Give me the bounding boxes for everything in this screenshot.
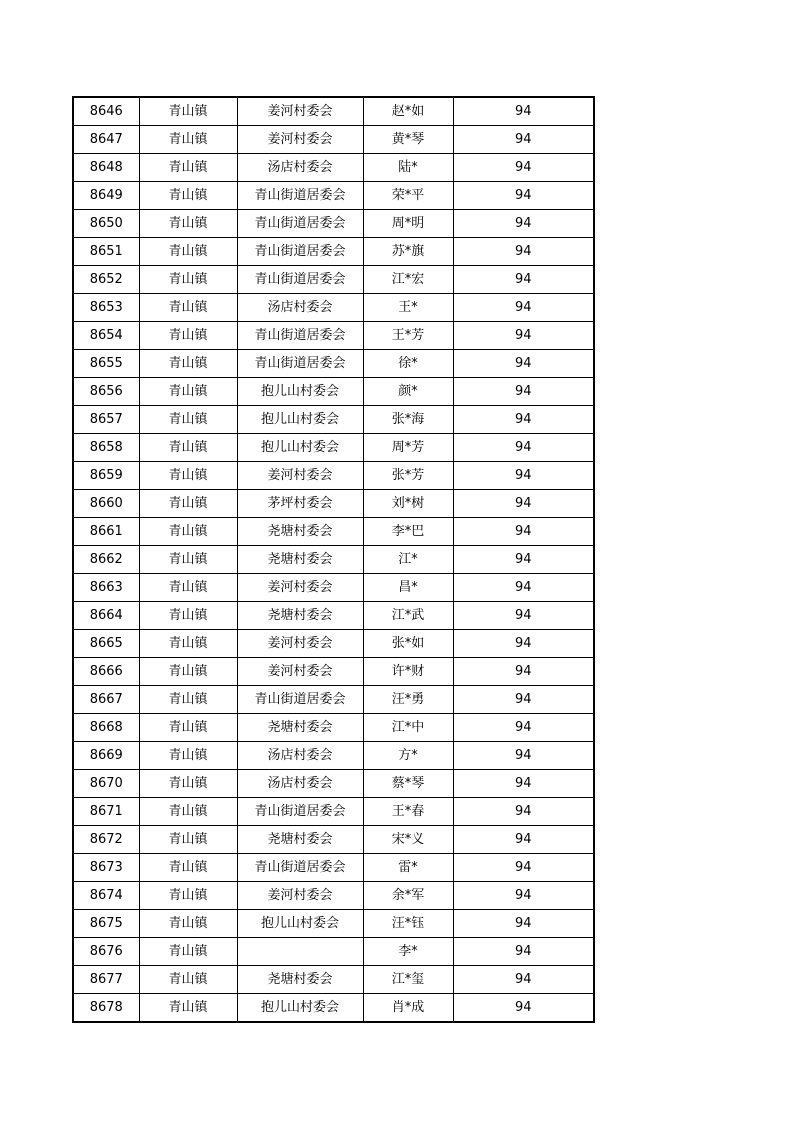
- name-cell: 江*玺: [363, 966, 453, 994]
- town-cell: 青山镇: [139, 406, 237, 434]
- village-cell: 姜河村委会: [237, 882, 363, 910]
- name-cell: 张*海: [363, 406, 453, 434]
- score-cell: 94: [453, 350, 594, 378]
- score-cell: 94: [453, 462, 594, 490]
- score-cell: 94: [453, 238, 594, 266]
- name-cell: 李*巴: [363, 518, 453, 546]
- town-cell: 青山镇: [139, 97, 237, 126]
- table-row: [73, 798, 594, 826]
- town-cell: 青山镇: [139, 910, 237, 938]
- table-row: [73, 966, 594, 994]
- town-cell: 青山镇: [139, 294, 237, 322]
- row-id-cell: 8661: [73, 518, 139, 546]
- town-cell: 青山镇: [139, 574, 237, 602]
- score-cell: 94: [453, 210, 594, 238]
- town-cell: 青山镇: [139, 658, 237, 686]
- town-cell: 青山镇: [139, 126, 237, 154]
- row-id-cell: 8664: [73, 602, 139, 630]
- town-cell: 青山镇: [139, 686, 237, 714]
- village-cell: 尧塘村委会: [237, 518, 363, 546]
- name-cell: 王*春: [363, 798, 453, 826]
- table-row: [73, 546, 594, 574]
- score-cell: 94: [453, 434, 594, 462]
- town-cell: 青山镇: [139, 154, 237, 182]
- score-cell: 94: [453, 294, 594, 322]
- row-id-cell: 8649: [73, 182, 139, 210]
- name-cell: 雷*: [363, 854, 453, 882]
- village-cell: 抱儿山村委会: [237, 406, 363, 434]
- row-id-cell: 8659: [73, 462, 139, 490]
- name-cell: 苏*旗: [363, 238, 453, 266]
- name-cell: 徐*: [363, 350, 453, 378]
- row-id-cell: 8666: [73, 658, 139, 686]
- village-cell: 青山街道居委会: [237, 182, 363, 210]
- name-cell: 陆*: [363, 154, 453, 182]
- table-row: [73, 630, 594, 658]
- village-cell: 青山街道居委会: [237, 266, 363, 294]
- name-cell: 张*如: [363, 630, 453, 658]
- score-cell: 94: [453, 686, 594, 714]
- table-row: [73, 294, 594, 322]
- table-row: [73, 882, 594, 910]
- score-cell: 94: [453, 126, 594, 154]
- name-cell: 江*: [363, 546, 453, 574]
- table-row: [73, 322, 594, 350]
- name-cell: 余*军: [363, 882, 453, 910]
- score-cell: 94: [453, 546, 594, 574]
- town-cell: 青山镇: [139, 238, 237, 266]
- town-cell: 青山镇: [139, 854, 237, 882]
- name-cell: 周*明: [363, 210, 453, 238]
- name-cell: 荣*平: [363, 182, 453, 210]
- town-cell: 青山镇: [139, 994, 237, 1023]
- row-id-cell: 8669: [73, 742, 139, 770]
- table-row: [73, 826, 594, 854]
- village-cell: 姜河村委会: [237, 97, 363, 126]
- town-cell: 青山镇: [139, 546, 237, 574]
- table-row: [73, 910, 594, 938]
- village-cell: 茅坪村委会: [237, 490, 363, 518]
- village-cell: 汤店村委会: [237, 742, 363, 770]
- town-cell: 青山镇: [139, 378, 237, 406]
- village-cell: 姜河村委会: [237, 630, 363, 658]
- score-cell: 94: [453, 154, 594, 182]
- village-cell: 青山街道居委会: [237, 322, 363, 350]
- score-cell: 94: [453, 910, 594, 938]
- village-cell: 青山街道居委会: [237, 350, 363, 378]
- records-table: [72, 96, 595, 1023]
- row-id-cell: 8677: [73, 966, 139, 994]
- row-id-cell: 8671: [73, 798, 139, 826]
- row-id-cell: 8658: [73, 434, 139, 462]
- village-cell: 姜河村委会: [237, 574, 363, 602]
- village-cell: 尧塘村委会: [237, 826, 363, 854]
- table-row: [73, 658, 594, 686]
- village-cell: 青山街道居委会: [237, 798, 363, 826]
- score-cell: 94: [453, 798, 594, 826]
- table-row: [73, 574, 594, 602]
- row-id-cell: 8646: [73, 97, 139, 126]
- row-id-cell: 8660: [73, 490, 139, 518]
- town-cell: 青山镇: [139, 882, 237, 910]
- name-cell: 汪*钰: [363, 910, 453, 938]
- table-row: [73, 154, 594, 182]
- row-id-cell: 8647: [73, 126, 139, 154]
- village-cell: 姜河村委会: [237, 658, 363, 686]
- score-cell: 94: [453, 882, 594, 910]
- score-cell: 94: [453, 770, 594, 798]
- village-cell: 抱儿山村委会: [237, 910, 363, 938]
- table-row: [73, 266, 594, 294]
- table-row: [73, 97, 594, 126]
- village-cell: 青山街道居委会: [237, 210, 363, 238]
- row-id-cell: 8668: [73, 714, 139, 742]
- village-cell: 青山街道居委会: [237, 238, 363, 266]
- village-cell: 青山街道居委会: [237, 686, 363, 714]
- town-cell: 青山镇: [139, 714, 237, 742]
- table-row: [73, 406, 594, 434]
- score-cell: 94: [453, 182, 594, 210]
- score-cell: 94: [453, 574, 594, 602]
- row-id-cell: 8673: [73, 854, 139, 882]
- score-cell: 94: [453, 826, 594, 854]
- village-cell: 姜河村委会: [237, 462, 363, 490]
- name-cell: 许*财: [363, 658, 453, 686]
- name-cell: 李*: [363, 938, 453, 966]
- row-id-cell: 8654: [73, 322, 139, 350]
- table-row: [73, 238, 594, 266]
- row-id-cell: 8675: [73, 910, 139, 938]
- score-cell: 94: [453, 322, 594, 350]
- score-cell: 94: [453, 406, 594, 434]
- row-id-cell: 8676: [73, 938, 139, 966]
- name-cell: 黄*琴: [363, 126, 453, 154]
- name-cell: 刘*树: [363, 490, 453, 518]
- town-cell: 青山镇: [139, 826, 237, 854]
- name-cell: 江*武: [363, 602, 453, 630]
- score-cell: 94: [453, 854, 594, 882]
- name-cell: 汪*勇: [363, 686, 453, 714]
- village-cell: 汤店村委会: [237, 770, 363, 798]
- score-cell: 94: [453, 602, 594, 630]
- row-id-cell: 8667: [73, 686, 139, 714]
- name-cell: 肖*成: [363, 994, 453, 1023]
- name-cell: 周*芳: [363, 434, 453, 462]
- town-cell: 青山镇: [139, 798, 237, 826]
- table-row: [73, 938, 594, 966]
- row-id-cell: 8674: [73, 882, 139, 910]
- score-cell: 94: [453, 658, 594, 686]
- score-cell: 94: [453, 490, 594, 518]
- score-cell: 94: [453, 994, 594, 1023]
- row-id-cell: 8653: [73, 294, 139, 322]
- row-id-cell: 8663: [73, 574, 139, 602]
- table-row: [73, 714, 594, 742]
- village-cell: 尧塘村委会: [237, 546, 363, 574]
- town-cell: 青山镇: [139, 434, 237, 462]
- score-cell: 94: [453, 630, 594, 658]
- town-cell: 青山镇: [139, 266, 237, 294]
- table-row: [73, 434, 594, 462]
- table-row: [73, 490, 594, 518]
- table-row: [73, 350, 594, 378]
- town-cell: 青山镇: [139, 742, 237, 770]
- name-cell: 江*宏: [363, 266, 453, 294]
- name-cell: 王*: [363, 294, 453, 322]
- table-row: [73, 210, 594, 238]
- table-row: [73, 126, 594, 154]
- village-cell: 尧塘村委会: [237, 966, 363, 994]
- village-cell: 尧塘村委会: [237, 714, 363, 742]
- town-cell: 青山镇: [139, 938, 237, 966]
- row-id-cell: 8665: [73, 630, 139, 658]
- records-table-body: [73, 97, 594, 1022]
- village-cell: 汤店村委会: [237, 154, 363, 182]
- score-cell: 94: [453, 714, 594, 742]
- name-cell: 王*芳: [363, 322, 453, 350]
- village-cell: [237, 938, 363, 966]
- town-cell: 青山镇: [139, 462, 237, 490]
- village-cell: 抱儿山村委会: [237, 378, 363, 406]
- table-row: [73, 602, 594, 630]
- village-cell: 汤店村委会: [237, 294, 363, 322]
- table-row: [73, 686, 594, 714]
- name-cell: 昌*: [363, 574, 453, 602]
- name-cell: 蔡*琴: [363, 770, 453, 798]
- table-row: [73, 854, 594, 882]
- name-cell: 江*中: [363, 714, 453, 742]
- table-row: [73, 742, 594, 770]
- name-cell: 张*芳: [363, 462, 453, 490]
- table-row: [73, 518, 594, 546]
- row-id-cell: 8652: [73, 266, 139, 294]
- score-cell: 94: [453, 97, 594, 126]
- row-id-cell: 8670: [73, 770, 139, 798]
- village-cell: 抱儿山村委会: [237, 434, 363, 462]
- score-cell: 94: [453, 266, 594, 294]
- score-cell: 94: [453, 518, 594, 546]
- row-id-cell: 8678: [73, 994, 139, 1023]
- score-cell: 94: [453, 938, 594, 966]
- village-cell: 抱儿山村委会: [237, 994, 363, 1023]
- town-cell: 青山镇: [139, 602, 237, 630]
- score-cell: 94: [453, 378, 594, 406]
- row-id-cell: 8672: [73, 826, 139, 854]
- table-row: [73, 182, 594, 210]
- town-cell: 青山镇: [139, 350, 237, 378]
- town-cell: 青山镇: [139, 966, 237, 994]
- name-cell: 赵*如: [363, 97, 453, 126]
- row-id-cell: 8648: [73, 154, 139, 182]
- table-row: [73, 462, 594, 490]
- town-cell: 青山镇: [139, 322, 237, 350]
- table-row: [73, 994, 594, 1023]
- table-row: [73, 770, 594, 798]
- town-cell: 青山镇: [139, 518, 237, 546]
- score-cell: 94: [453, 742, 594, 770]
- town-cell: 青山镇: [139, 182, 237, 210]
- village-cell: 尧塘村委会: [237, 602, 363, 630]
- village-cell: 青山街道居委会: [237, 854, 363, 882]
- village-cell: 姜河村委会: [237, 126, 363, 154]
- row-id-cell: 8657: [73, 406, 139, 434]
- name-cell: 宋*义: [363, 826, 453, 854]
- town-cell: 青山镇: [139, 210, 237, 238]
- town-cell: 青山镇: [139, 630, 237, 658]
- row-id-cell: 8651: [73, 238, 139, 266]
- row-id-cell: 8650: [73, 210, 139, 238]
- table-row: [73, 378, 594, 406]
- row-id-cell: 8656: [73, 378, 139, 406]
- name-cell: 颜*: [363, 378, 453, 406]
- score-cell: 94: [453, 966, 594, 994]
- town-cell: 青山镇: [139, 490, 237, 518]
- town-cell: 青山镇: [139, 770, 237, 798]
- name-cell: 方*: [363, 742, 453, 770]
- row-id-cell: 8655: [73, 350, 139, 378]
- row-id-cell: 8662: [73, 546, 139, 574]
